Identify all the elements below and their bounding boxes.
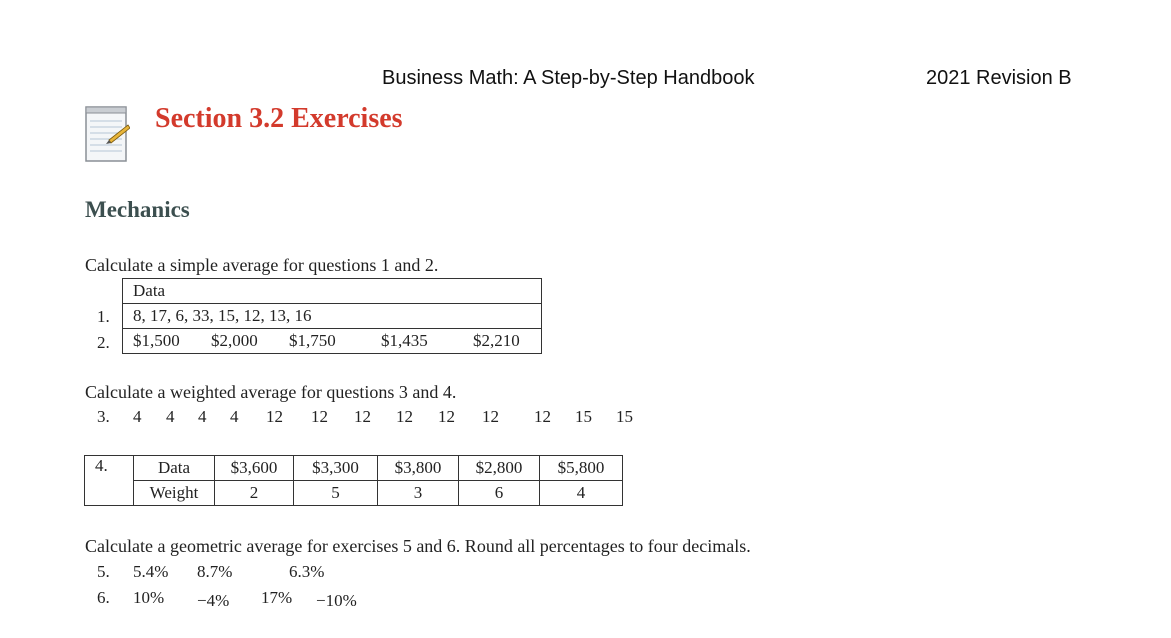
question-number-3: 3. xyxy=(97,407,110,426)
weight-cell: 6 xyxy=(459,481,540,506)
question-6-value: 17% xyxy=(261,588,293,607)
weight-cell: 5 xyxy=(294,481,378,506)
document-header-title: Business Math: A Step-by-Step Handbook xyxy=(382,67,755,89)
data-cell: $3,600 xyxy=(215,456,294,481)
question-number-4: 4. xyxy=(85,456,134,506)
question-5-value: 8.7% xyxy=(197,562,233,581)
question-2-value: $2,000 xyxy=(211,331,258,350)
question-5-value: 5.4% xyxy=(133,562,169,581)
question-number-2: 2. xyxy=(97,333,110,352)
simple-average-table xyxy=(122,278,542,354)
question-3-value: 12 xyxy=(311,407,328,426)
question-6-value: −4% xyxy=(197,591,230,610)
question-3-value: 4 xyxy=(230,407,239,426)
row-label-data: Data xyxy=(134,456,215,481)
question-2-value: $2,210 xyxy=(473,331,520,350)
weighted-average-table xyxy=(84,455,623,506)
question-3-value: 15 xyxy=(616,407,633,426)
question-6-value: 10% xyxy=(133,588,165,607)
notepad-pencil-icon xyxy=(84,103,130,163)
question-1-values: 8, 17, 6, 33, 15, 12, 13, 16 xyxy=(133,306,312,325)
section-title: Section 3.2 Exercises xyxy=(155,103,403,134)
weight-cell: 4 xyxy=(540,481,623,506)
document-header-revision: 2021 Revision B xyxy=(926,67,1072,89)
weight-cell: 3 xyxy=(378,481,459,506)
subheading-mechanics: Mechanics xyxy=(85,197,190,222)
data-cell: $3,300 xyxy=(294,456,378,481)
row-label-weight: Weight xyxy=(134,481,215,506)
question-number-5: 5. xyxy=(97,562,110,581)
question-2-value: $1,500 xyxy=(133,331,180,350)
question-3-value: 12 xyxy=(438,407,455,426)
question-3-value: 12 xyxy=(266,407,283,426)
instruction-geometric-average: Calculate a geometric average for exercises 5 and 6. Round all percentages to four decimals. xyxy=(85,536,751,556)
table-row xyxy=(123,304,542,329)
question-3-value: 4 xyxy=(133,407,142,426)
question-3-value: 4 xyxy=(166,407,175,426)
question-2-value: $1,750 xyxy=(289,331,336,350)
table-header-data: Data xyxy=(123,279,542,304)
data-cell: $3,800 xyxy=(378,456,459,481)
question-5-value: 6.3% xyxy=(289,562,325,581)
question-3-value: 12 xyxy=(534,407,551,426)
weight-cell: 2 xyxy=(215,481,294,506)
question-3-value: 12 xyxy=(482,407,499,426)
data-cell: $5,800 xyxy=(540,456,623,481)
question-6-value: −10% xyxy=(316,591,357,610)
instruction-simple-average: Calculate a simple average for questions 1 and 2. xyxy=(85,255,439,275)
question-number-6: 6. xyxy=(97,588,110,607)
question-3-value: 12 xyxy=(354,407,371,426)
data-cell: $2,800 xyxy=(459,456,540,481)
question-3-value: 15 xyxy=(575,407,592,426)
question-3-value: 12 xyxy=(396,407,413,426)
question-number-1: 1. xyxy=(97,307,110,326)
question-2-value: $1,435 xyxy=(381,331,428,350)
question-3-value: 4 xyxy=(198,407,207,426)
instruction-weighted-average: Calculate a weighted average for questions 3 and 4. xyxy=(85,382,457,402)
table-row xyxy=(123,329,542,354)
